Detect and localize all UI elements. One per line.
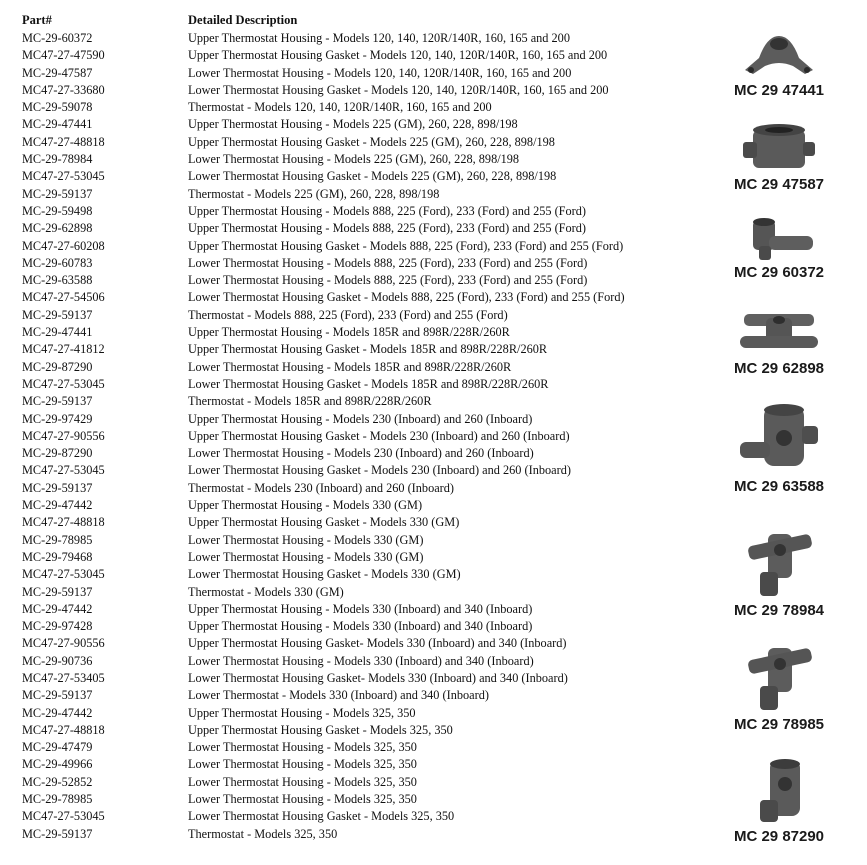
part-number: MC-29-78984: [22, 152, 93, 167]
table-row: [22, 618, 702, 635]
part-description: Upper Thermostat Housing Gasket - Models 225 (GM), 260, 228, 898/198: [188, 134, 555, 149]
part-number: MC-29-47442: [22, 498, 93, 513]
part-description: Lower Thermostat Housing - Models 888, 225 (Ford), 233 (Ford) and 255 (Ford): [188, 255, 588, 270]
part-number: MC47-27-33680: [22, 82, 105, 97]
part-number: MC-29-59498: [22, 203, 93, 218]
part-number: MC47-27-54506: [22, 290, 105, 305]
part-number: MC-29-52852: [22, 774, 93, 789]
lower-housing-icon: [734, 756, 824, 826]
table-row: [22, 497, 702, 514]
part-description: Lower Thermostat Housing - Models 330 (Inboard) and 340 (Inboard): [188, 653, 534, 668]
table-row: [22, 341, 702, 358]
photo-caption: MC 29 63588: [733, 478, 825, 495]
part-number: MC-29-78985: [22, 532, 93, 547]
photo-mc-29-87290: [718, 756, 840, 845]
part-description: Lower Thermostat Housing - Models 325, 350: [188, 740, 417, 755]
part-number: MC-29-49966: [22, 757, 93, 772]
table-row: [22, 116, 702, 133]
table-row: [22, 774, 702, 791]
part-number: MC-29-47479: [22, 740, 93, 755]
photo-mc-29-47587: [718, 120, 840, 193]
part-number: MC-29-59078: [22, 100, 93, 115]
part-number: MC47-27-41812: [22, 342, 105, 357]
part-description: Lower Thermostat Housing - Models 225 (GM), 260, 228, 898/198: [188, 152, 520, 167]
part-number: MC-29-59137: [22, 480, 93, 495]
photo-caption: MC 29 87290: [733, 828, 825, 845]
table-row: [22, 272, 702, 289]
part-description: Thermostat - Models 185R and 898R/228R/260R: [188, 394, 432, 409]
part-description: Lower Thermostat Housing Gasket - Models 185R and 898R/228R/260R: [188, 376, 549, 391]
part-number: MC-29-78985: [22, 792, 93, 807]
part-number: MC-29-59137: [22, 307, 93, 322]
part-number: MC-29-79468: [22, 549, 93, 564]
part-description: Lower Thermostat Housing Gasket - Models 330 (GM): [188, 567, 461, 582]
part-number: MC47-27-47590: [22, 48, 105, 63]
part-description: Thermostat - Models 230 (Inboard) and 260 (Inboard): [188, 480, 455, 495]
photo-caption: MC 29 47441: [733, 82, 825, 99]
table-row: [22, 238, 702, 255]
part-description: Thermostat - Models 325, 350: [188, 826, 338, 841]
part-description: Upper Thermostat Housing - Models 330 (Inboard) and 340 (Inboard): [188, 601, 533, 616]
part-description: Lower Thermostat Housing Gasket - Models 225 (GM), 260, 228, 898/198: [188, 169, 557, 184]
part-description: Upper Thermostat Housing - Models 330 (GM): [188, 498, 423, 513]
table-row: [22, 722, 702, 739]
part-number: MC-29-47441: [22, 117, 93, 132]
photo-caption: MC 29 60372: [733, 264, 825, 281]
part-description: Upper Thermostat Housing - Models 330 (Inboard) and 340 (Inboard): [188, 619, 533, 634]
part-number: MC47-27-53045: [22, 376, 105, 391]
photo-mc-29-78984: [718, 528, 840, 619]
part-description: Upper Thermostat Housing - Models 888, 225 (Ford), 233 (Ford) and 255 (Ford): [188, 203, 587, 218]
part-number: MC-29-59137: [22, 394, 93, 409]
table-row: [22, 307, 702, 324]
lower-housing-icon: [734, 642, 824, 714]
table-row: [22, 203, 702, 220]
part-number: MC47-27-90556: [22, 636, 105, 651]
photo-mc-29-47441: [718, 30, 840, 99]
photo-mc-29-78985: [718, 642, 840, 733]
table-row: [22, 376, 702, 393]
table-row: [22, 186, 702, 203]
table-row: [22, 47, 702, 64]
description-column-header: Detailed Description: [188, 13, 298, 27]
table-row: [22, 411, 702, 428]
part-description: Lower Thermostat Housing - Models 120, 140, 120R/140R, 160, 165 and 200: [188, 65, 572, 80]
part-description: Thermostat - Models 225 (GM), 260, 228, 898/198: [188, 186, 440, 201]
table-row: [22, 134, 702, 151]
parts-table: [22, 30, 702, 843]
part-number: MC47-27-48818: [22, 515, 105, 530]
photo-caption: MC 29 62898: [733, 360, 825, 377]
lower-housing-icon: [739, 120, 819, 174]
part-number: MC-29-47441: [22, 325, 93, 340]
table-row: [22, 151, 702, 168]
part-number: MC-29-63588: [22, 273, 93, 288]
table-row: [22, 635, 702, 652]
table-row: [22, 584, 702, 601]
part-description: Upper Thermostat Housing Gasket - Models 888, 225 (Ford), 233 (Ford) and 255 (Ford): [188, 238, 624, 253]
table-row: [22, 705, 702, 722]
part-number: MC-29-47587: [22, 65, 93, 80]
table-row: [22, 359, 702, 376]
table-row: [22, 756, 702, 773]
table-row: [22, 30, 702, 47]
table-row: [22, 808, 702, 825]
photo-caption: MC 29 78984: [733, 602, 825, 619]
part-description: Lower Thermostat Housing - Models 325, 350: [188, 792, 417, 807]
part-description: Lower Thermostat Housing - Models 325, 350: [188, 774, 417, 789]
part-description: Lower Thermostat Housing - Models 330 (GM): [188, 549, 424, 564]
part-number: MC-29-60372: [22, 31, 93, 45]
part-description: Lower Thermostat Housing - Models 888, 225 (Ford), 233 (Ford) and 255 (Ford): [188, 273, 588, 288]
part-description: Lower Thermostat Housing - Models 230 (Inboard) and 260 (Inboard): [188, 446, 534, 461]
part-number: MC47-27-53045: [22, 567, 105, 582]
part-description: Upper Thermostat Housing - Models 230 (Inboard) and 260 (Inboard): [188, 411, 533, 426]
part-description: Lower Thermostat Housing - Models 330 (GM): [188, 532, 424, 547]
part-description: Lower Thermostat Housing Gasket - Models 888, 225 (Ford), 233 (Ford) and 255 (Ford): [188, 290, 625, 305]
part-number: MC-29-97429: [22, 411, 93, 426]
table-row: [22, 566, 702, 583]
part-number: MC47-27-53045: [22, 169, 105, 184]
table-row: [22, 532, 702, 549]
part-description: Upper Thermostat Housing - Models 888, 225 (Ford), 233 (Ford) and 255 (Ford): [188, 221, 587, 236]
part-number: MC-29-59137: [22, 688, 93, 703]
upper-housing-icon: [734, 308, 824, 358]
part-description: Lower Thermostat Housing Gasket - Models 230 (Inboard) and 260 (Inboard): [188, 463, 571, 478]
part-description: Upper Thermostat Housing Gasket - Models 120, 140, 120R/140R, 160, 165 and 200: [188, 48, 608, 63]
photo-caption: MC 29 47587: [733, 176, 825, 193]
table-row: [22, 480, 702, 497]
table-row: [22, 65, 702, 82]
part-number: MC-29-87290: [22, 359, 93, 374]
photo-caption: MC 29 78985: [733, 716, 825, 733]
part-number: MC47-27-53045: [22, 809, 105, 824]
part-description: Lower Thermostat Housing Gasket- Models 330 (Inboard) and 340 (Inboard): [188, 670, 568, 685]
part-description: Upper Thermostat Housing Gasket - Models 230 (Inboard) and 260 (Inboard): [188, 428, 570, 443]
part-description: Lower Thermostat Housing - Models 185R and 898R/228R/260R: [188, 359, 512, 374]
table-row: [22, 687, 702, 704]
part-number: MC-29-62898: [22, 221, 93, 236]
part-number: MC-29-60783: [22, 255, 93, 270]
part-number: MC47-27-53405: [22, 670, 105, 685]
table-row: [22, 791, 702, 808]
upper-housing-icon: [739, 30, 819, 80]
part-number: MC-29-59137: [22, 826, 93, 841]
part-description: Upper Thermostat Housing - Models 120, 140, 120R/140R, 160, 165 and 200: [188, 31, 570, 45]
part-description: Thermostat - Models 888, 225 (Ford), 233 (Ford) and 255 (Ford): [188, 307, 508, 322]
upper-housing-icon: [739, 216, 819, 262]
part-number: MC-29-47442: [22, 705, 93, 720]
table-row: [22, 739, 702, 756]
part-description: Upper Thermostat Housing Gasket - Models 185R and 898R/228R/260R: [188, 342, 548, 357]
table-row: [22, 324, 702, 341]
part-number: MC-29-97428: [22, 619, 93, 634]
part-number: MC-29-47442: [22, 601, 93, 616]
part-number: MC-29-59137: [22, 186, 93, 201]
part-description: Upper Thermostat Housing - Models 185R and 898R/228R/260R: [188, 325, 510, 340]
part-description: Upper Thermostat Housing Gasket - Models 325, 350: [188, 722, 453, 737]
part-column-header: Part#: [22, 13, 52, 27]
part-number: MC47-27-48818: [22, 134, 105, 149]
table-row: [22, 428, 702, 445]
photo-mc-29-62898: [718, 308, 840, 377]
table-row: [22, 601, 702, 618]
table-row: [22, 220, 702, 237]
part-description: Thermostat - Models 120, 140, 120R/140R, 160, 165 and 200: [188, 100, 492, 115]
photo-mc-29-60372: [718, 216, 840, 281]
part-number: MC-29-59137: [22, 584, 93, 599]
part-description: Upper Thermostat Housing - Models 325, 350: [188, 705, 416, 720]
table-row: [22, 82, 702, 99]
part-description: Lower Thermostat Housing Gasket - Models 120, 140, 120R/140R, 160, 165 and 200: [188, 82, 609, 97]
part-description: Upper Thermostat Housing Gasket - Models 330 (GM): [188, 515, 460, 530]
table-row: [22, 255, 702, 272]
photo-mc-29-63588: [718, 402, 840, 495]
part-description: Thermostat - Models 330 (GM): [188, 584, 344, 599]
part-number: MC-29-90736: [22, 653, 93, 668]
table-row: [22, 670, 702, 687]
part-number: MC47-27-60208: [22, 238, 105, 253]
lower-housing-icon: [734, 528, 824, 600]
table-row: [22, 99, 702, 116]
table-row: [22, 826, 702, 843]
lower-housing-icon: [734, 402, 824, 476]
table-row: [22, 289, 702, 306]
part-number: MC47-27-48818: [22, 722, 105, 737]
part-description: Upper Thermostat Housing - Models 225 (GM), 260, 228, 898/198: [188, 117, 518, 132]
table-row: [22, 514, 702, 531]
part-description: Lower Thermostat Housing Gasket - Models 325, 350: [188, 809, 455, 824]
table-row: [22, 462, 702, 479]
table-row: [22, 653, 702, 670]
part-description: Lower Thermostat - Models 330 (Inboard) and 340 (Inboard): [188, 688, 489, 703]
part-description: Upper Thermostat Housing Gasket- Models 330 (Inboard) and 340 (Inboard): [188, 636, 567, 651]
part-number: MC47-27-53045: [22, 463, 105, 478]
table-row: [22, 168, 702, 185]
part-number: MC47-27-90556: [22, 428, 105, 443]
table-row: [22, 549, 702, 566]
table-row: [22, 393, 702, 410]
table-row: [22, 445, 702, 462]
part-number: MC-29-87290: [22, 446, 93, 461]
part-description: Lower Thermostat Housing - Models 325, 350: [188, 757, 417, 772]
